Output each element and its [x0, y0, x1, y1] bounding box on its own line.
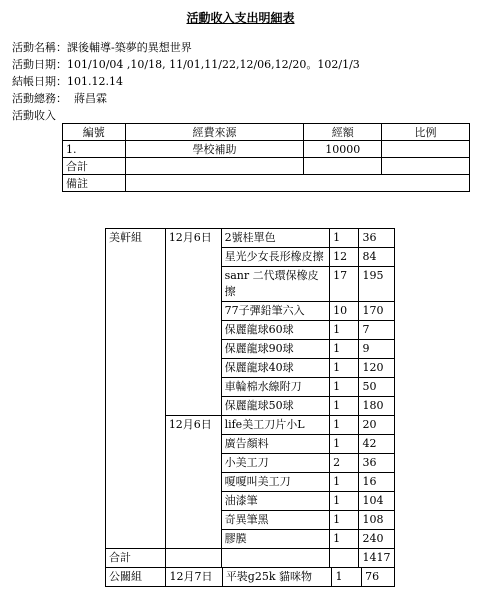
expense-item-name: 車輪棉水線附刀: [221, 378, 330, 397]
expense-cost: 104: [359, 492, 395, 511]
expense-item-name: 77子彈鉛筆六入: [221, 302, 330, 321]
activity-date: 101/10/04 ,10/18, 11/01,11/22,12/06,12/20。102/1/3: [67, 58, 360, 71]
expense-total-row: [106, 549, 395, 568]
activity-name-line: [12, 40, 192, 55]
expense-qty: 1: [330, 530, 359, 549]
expense-cost: 195: [359, 267, 395, 302]
settle-date-line: [12, 74, 123, 89]
expense-item-name: life美工刀片小L: [221, 416, 330, 435]
expense-cost: 180: [359, 397, 395, 416]
document-title: 活動收入支出明細表: [186, 11, 295, 25]
expense-qty: 17: [330, 267, 359, 302]
expense-cost: 170: [359, 302, 395, 321]
expense-cost: 20: [359, 416, 395, 435]
expense-qty: 1: [330, 378, 359, 397]
income-total-amount: [304, 158, 382, 175]
expense-qty: 1: [330, 435, 359, 454]
income-table: [62, 123, 470, 192]
income-number: 1.: [63, 141, 126, 158]
expense-item-name: 平裝g25k 貓咪物: [222, 568, 332, 587]
header-amount: 經額: [304, 124, 382, 141]
settle-date-label: 結帳日期：: [12, 75, 67, 88]
expense-date: 12月7日: [166, 568, 222, 587]
manager-label: 活動總務：: [12, 92, 67, 105]
expense-item-name: 2號桂單色: [221, 229, 330, 248]
expense-item-name: 保麗龍球90球: [221, 340, 330, 359]
expense-qty: 1: [330, 321, 359, 340]
income-total-row: [63, 158, 470, 175]
expense-qty: 12: [330, 248, 359, 267]
income-total-label: 合計: [63, 158, 126, 175]
expense-qty: 1: [330, 340, 359, 359]
settle-date: 101.12.14: [67, 75, 123, 88]
expense-group-name: 美軒組: [106, 229, 166, 549]
expense-cost: 76: [362, 568, 395, 587]
income-note-label: 備註: [63, 175, 126, 192]
income-total-ratio: [382, 158, 470, 175]
expense-cost: 108: [359, 511, 395, 530]
expense-qty: 1: [330, 473, 359, 492]
manager-name: 蔣昌霖: [74, 92, 107, 105]
header-source: 經費來源: [125, 124, 304, 141]
activity-date-label: 活動日期：: [12, 58, 67, 71]
expense-item-name: 廣告顏料: [221, 435, 330, 454]
expense-table-group2: [105, 567, 395, 587]
expense-cost: 16: [359, 473, 395, 492]
income-section-label: 活動收入: [12, 109, 56, 122]
expense-cost: 120: [359, 359, 395, 378]
expense-item-name: 保麗龍球50球: [221, 397, 330, 416]
expense-item-name: 油漆筆: [221, 492, 330, 511]
expense-cost: 36: [359, 454, 395, 473]
expense-cost: 84: [359, 248, 395, 267]
expense-cost: 50: [359, 378, 395, 397]
expense-total-item: [221, 549, 330, 568]
expense-qty: 1: [332, 568, 362, 587]
expense-row: [106, 229, 395, 248]
expense-cost: 36: [359, 229, 395, 248]
expense-table-group1: [105, 228, 395, 568]
activity-date-line: [12, 57, 360, 72]
income-header-row: [63, 124, 470, 141]
manager-line: [12, 91, 107, 106]
expense-item-name: 星光少女長形橡皮擦: [221, 248, 330, 267]
expense-qty: 1: [330, 397, 359, 416]
expense-item-name: 膠膜: [221, 530, 330, 549]
expense-total-label: 合計: [106, 549, 166, 568]
income-note-value: [125, 175, 469, 192]
expense-item-name: 保麗龍球40球: [221, 359, 330, 378]
expense-qty: 1: [330, 511, 359, 530]
expense-qty: 1: [330, 359, 359, 378]
income-ratio: [382, 141, 470, 158]
expense-total-qty: [330, 549, 359, 568]
expense-date: 12月6日: [165, 416, 221, 549]
expense-qty: 10: [330, 302, 359, 321]
expense-cost: 7: [359, 321, 395, 340]
expense-cost: 9: [359, 340, 395, 359]
expense-qty: 1: [330, 229, 359, 248]
income-source: 學校補助: [125, 141, 304, 158]
expense-cost: 240: [359, 530, 395, 549]
income-total-source: [125, 158, 304, 175]
expense-row: [106, 568, 395, 587]
expense-item-name: 奇異筆黑: [221, 511, 330, 530]
expense-item-name: 小美工刀: [221, 454, 330, 473]
expense-qty: 1: [330, 492, 359, 511]
expense-group-name: 公關組: [106, 568, 166, 587]
income-row: [63, 141, 470, 158]
expense-qty: 2: [330, 454, 359, 473]
income-amount: 10000: [304, 141, 382, 158]
expense-qty: 1: [330, 416, 359, 435]
header-ratio: 比例: [382, 124, 470, 141]
expense-item-name: sanr 二代環保橡皮擦: [221, 267, 330, 302]
expense-item-name: 嗄嗄叫美工刀: [221, 473, 330, 492]
expense-total-date: [165, 549, 221, 568]
expense-item-name: 保麗龍球60球: [221, 321, 330, 340]
activity-name: 課後輔導-築夢的異想世界: [67, 41, 192, 54]
expense-total-value: 1417: [359, 549, 395, 568]
expense-date: 12月6日: [165, 229, 221, 416]
income-note-row: [63, 175, 470, 192]
header-number: 編號: [63, 124, 126, 141]
expense-cost: 42: [359, 435, 395, 454]
activity-name-label: 活動名稱：: [12, 41, 67, 54]
